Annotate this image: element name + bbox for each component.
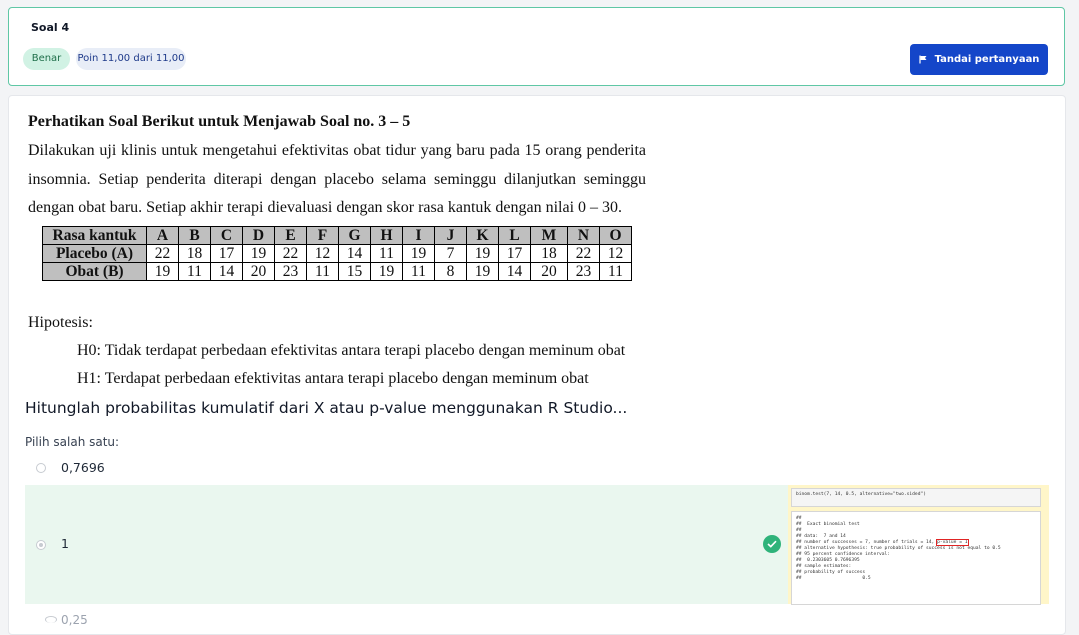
- table-cell: 8: [435, 263, 467, 281]
- table-row: [43, 245, 632, 263]
- column-header: A: [147, 227, 179, 245]
- p-value-highlight: p-value = 1: [937, 540, 968, 545]
- table-cell: 22: [568, 245, 600, 263]
- table-cell: 11: [403, 263, 435, 281]
- r-line: ## 0.5: [796, 576, 871, 581]
- table-header-label: Rasa kantuk: [43, 227, 147, 245]
- table-cell: 19: [467, 263, 499, 281]
- column-header: D: [243, 227, 275, 245]
- question-info-card: [8, 7, 1065, 86]
- column-header: I: [403, 227, 435, 245]
- hypothesis-h1: H1: Terdapat perbedaan efektivitas antara terapi placebo dengan meminum obat: [77, 370, 589, 387]
- r-result-block: [791, 511, 1041, 605]
- column-header: L: [499, 227, 531, 245]
- hypothesis-label: Hipotesis:: [28, 314, 93, 331]
- r-line: ## 95 percent confidence interval:: [796, 552, 891, 557]
- answer-option[interactable]: [25, 456, 1049, 480]
- column-header: J: [435, 227, 467, 245]
- r-line: ## Exact binomial test: [796, 522, 860, 527]
- table-cell: 19: [243, 245, 275, 263]
- table-cell: 23: [275, 263, 307, 281]
- table-row: [43, 263, 632, 281]
- column-header: N: [568, 227, 600, 245]
- column-header: F: [307, 227, 339, 245]
- table-cell: 23: [568, 263, 600, 281]
- table-cell: 18: [179, 245, 211, 263]
- question-instruction: Hitunglah probabilitas kumulatif dari X atau p-value menggunakan R Studio...: [25, 399, 628, 417]
- choose-one-label: Pilih salah satu:: [25, 435, 120, 449]
- r-code-line: binom.test(7, 14, 0.5, alternative="two.sided"): [791, 488, 1041, 507]
- option-radio-partial[interactable]: [45, 616, 57, 623]
- table-cell: 17: [211, 245, 243, 263]
- table-cell: 14: [211, 263, 243, 281]
- points-badge: Poin 11,00 dari 11,00: [76, 48, 186, 70]
- table-cell: 12: [307, 245, 339, 263]
- question-title: Soal 4: [31, 21, 70, 34]
- sleepiness-score-table: [42, 226, 632, 281]
- table-cell: 11: [307, 263, 339, 281]
- r-line: ## alternative hypothesis: true probability of success is not equal to 0.5: [796, 546, 1001, 551]
- option-label: 1: [61, 536, 69, 551]
- r-line: ## sample estimates:: [796, 564, 852, 569]
- column-header: M: [531, 227, 568, 245]
- table-cell: 20: [531, 263, 568, 281]
- table-cell: 19: [147, 263, 179, 281]
- table-cell: 19: [371, 263, 403, 281]
- option-radio-selected[interactable]: [36, 540, 46, 550]
- table-header-row: [43, 227, 632, 245]
- r-line: ## probability of success: [796, 570, 866, 575]
- column-header: K: [467, 227, 499, 245]
- table-cell: 20: [243, 263, 275, 281]
- column-header: O: [600, 227, 632, 245]
- table-cell: 22: [147, 245, 179, 263]
- question-content-card: [8, 95, 1066, 635]
- table-cell: 19: [467, 245, 499, 263]
- r-line: ## data: 7 and 14: [796, 534, 846, 539]
- hypothesis-h0: H0: Tidak terdapat perbedaan efektivitas antara terapi placebo dengan meminum obat: [77, 342, 626, 359]
- table-cell: 17: [499, 245, 531, 263]
- table-cell: 11: [371, 245, 403, 263]
- table-cell: 11: [600, 263, 632, 281]
- paragraph-line: insomnia. Setiap penderita diterapi dengan placebo selama seminggu dilanjutkan seminggu: [28, 171, 646, 188]
- table-cell: 18: [531, 245, 568, 263]
- r-output-image: [788, 485, 1049, 604]
- paragraph-line: dengan obat baru. Setiap akhir terapi dievaluasi dengan skor rasa kantuk dengan nilai 0 – 30.: [28, 199, 623, 216]
- table-cell: 14: [499, 263, 531, 281]
- option-radio[interactable]: [36, 463, 46, 473]
- flag-question-label: Tandai pertanyaan: [934, 54, 1040, 65]
- table-cell: 14: [339, 245, 371, 263]
- column-header: E: [275, 227, 307, 245]
- table-cell: 19: [403, 245, 435, 263]
- column-header: C: [211, 227, 243, 245]
- flag-icon: [919, 55, 928, 64]
- option-label-partial: 0,25: [61, 613, 88, 627]
- table-cell: 12: [600, 245, 632, 263]
- row-label: Obat (B): [43, 263, 147, 281]
- row-label: Placebo (A): [43, 245, 147, 263]
- r-line: ##: [796, 516, 802, 521]
- table-cell: 15: [339, 263, 371, 281]
- column-header: G: [339, 227, 371, 245]
- table-cell: 11: [179, 263, 211, 281]
- table-cell: 7: [435, 245, 467, 263]
- correct-check-icon: [763, 535, 781, 553]
- status-badge: Benar: [23, 48, 70, 70]
- r-line: ## 0.2303605 0.7696395: [796, 558, 860, 563]
- question-heading: Perhatikan Soal Berikut untuk Menjawab Soal no. 3 – 5: [28, 113, 411, 130]
- table-cell: 22: [275, 245, 307, 263]
- option-label: 0,7696: [61, 460, 105, 475]
- r-line: ##: [796, 528, 802, 533]
- paragraph-line: Dilakukan uji klinis untuk mengetahui efektivitas obat tidur yang baru pada 15 orang penderita: [28, 142, 646, 159]
- column-header: H: [371, 227, 403, 245]
- r-line-text: ## number of successes = 7, number of trials = 14,: [796, 540, 938, 545]
- flag-question-button[interactable]: [910, 44, 1048, 75]
- column-header: B: [179, 227, 211, 245]
- answer-option-selected[interactable]: [25, 485, 1049, 604]
